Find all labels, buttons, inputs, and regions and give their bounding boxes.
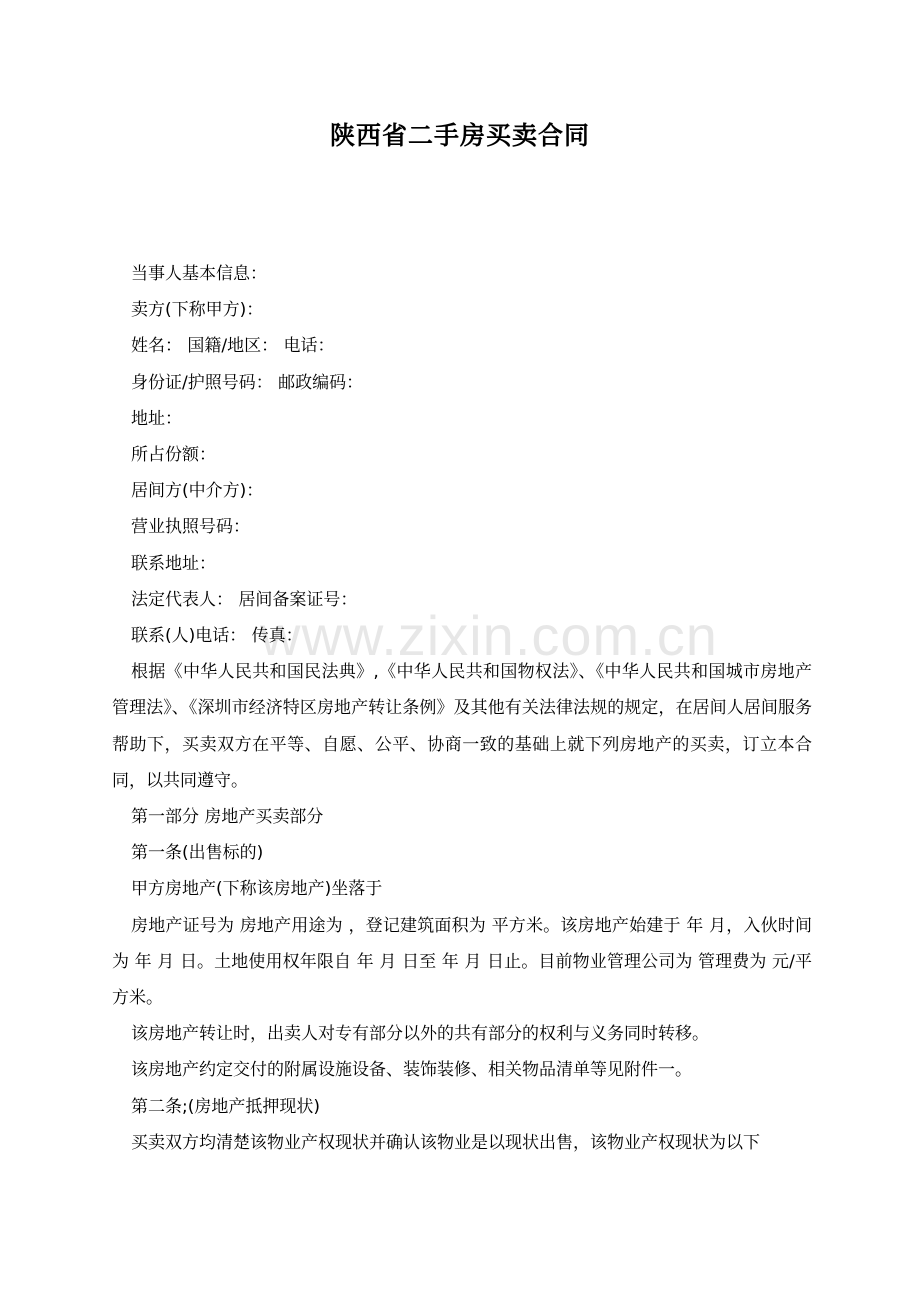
paragraph-mortgage-status: 买卖双方均清楚该物业产权现状并确认该物业是以现状出售，该物业产权现状为以下 xyxy=(131,1132,760,1153)
paragraph-broker: 居间方(中介方)： xyxy=(131,481,264,502)
paragraph-contact-address: 联系地址： xyxy=(131,553,216,574)
document-title: 陕西省二手房买卖合同 xyxy=(329,121,590,150)
paragraph-id-postcode: 身份证/护照号码： 邮政编码： xyxy=(131,372,364,393)
paragraph-property-location: 甲方房地产(下称该房地产)坐落于 xyxy=(131,879,383,900)
paragraph-name-nationality-phone: 姓名： 国籍/地区： 电话： xyxy=(131,336,335,357)
paragraph-part-one: 第一部分 房地产买卖部分 xyxy=(131,807,324,828)
paragraph-article-two: 第二条;(房地产抵押现状) xyxy=(131,1096,320,1117)
paragraph-legal-rep: 法定代表人： 居间备案证号： xyxy=(131,589,358,610)
paragraph-license-number: 营业执照号码： xyxy=(131,517,250,538)
paragraph-address: 地址： xyxy=(131,408,182,429)
paragraph-party-info: 当事人基本信息： xyxy=(131,264,267,284)
paragraph-attachments: 该房地产约定交付的附属设施设备、装饰装修、相关物品清单等见附件一。 xyxy=(131,1060,692,1081)
paragraph-legal-basis: 根据《中华人民共和国民法典》,《中华人民共和国物权法》、《中华人民共和国城市房地产管理法》、《深圳市经济特区房地产转让条例》及其他有关法律法规的规定，在居间人居间服务帮助下，买卖双方在平等、自愿、公平、协商一致的基础上就下列房地产的买卖，订立本合同，以共同遵守。 xyxy=(112,662,812,791)
paragraph-contact-phone-fax: 联系(人)电话： 传真： xyxy=(131,626,303,647)
document-body xyxy=(112,256,812,1161)
paragraph-share: 所占份额： xyxy=(131,445,216,466)
paragraph-article-one: 第一条(出售标的) xyxy=(131,843,264,864)
watermark-text: www.zixin.com.cn xyxy=(260,604,718,667)
paragraph-seller: 卖方(下称甲方)： xyxy=(131,300,264,321)
paragraph-common-rights: 该房地产转让时，出卖人对专有部分以外的共有部分的权利与义务同时转移。 xyxy=(131,1024,709,1045)
paragraph-property-details: 房地产证号为 房地产用途为 ，登记建筑面积为 平方米。该房地产始建于 年 月，入伙时间为 年 月 日。土地使用权年限自 年 月 日至 年 月 日止。目前物业管理公司为 管理费为 元/平方米。 xyxy=(112,915,812,1009)
